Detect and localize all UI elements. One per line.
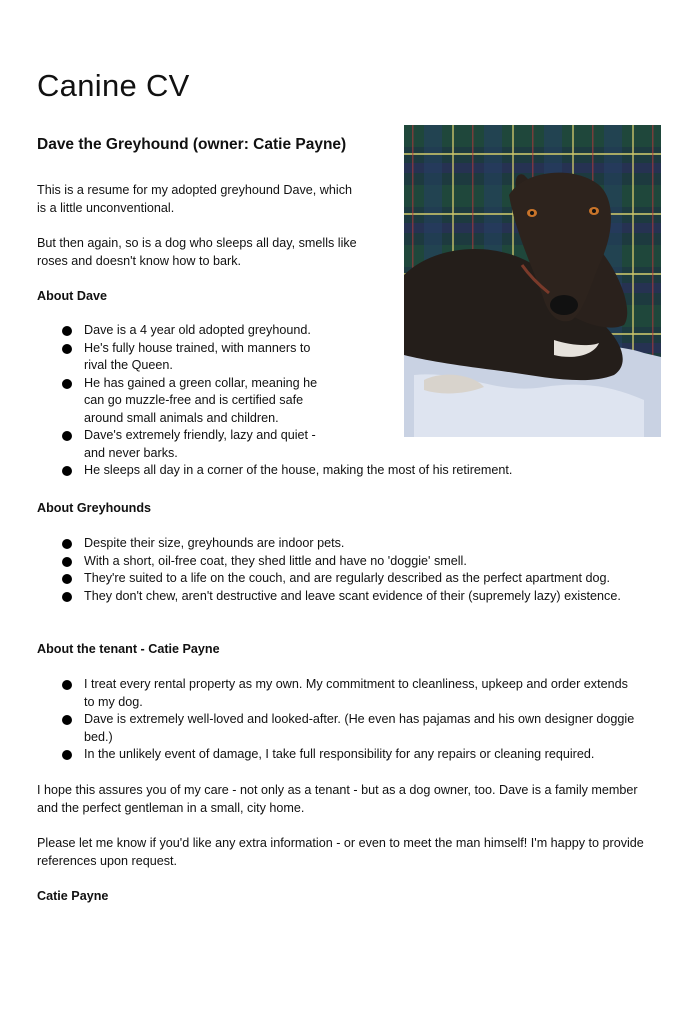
bullet-icon bbox=[62, 379, 72, 389]
bullet-icon bbox=[62, 431, 72, 441]
bullet-icon bbox=[62, 592, 72, 602]
bullet-icon bbox=[62, 344, 72, 354]
closing-paragraph-1: I hope this assures you of my care - not only as a tenant - but as a dog owner, too. Dave is a family member and the perfect gentleman in a small, city home. bbox=[37, 783, 638, 815]
about-tenant-heading: About the tenant - Catie Payne bbox=[37, 642, 220, 656]
list-item: Dave is extremely well-loved and looked-after. (He even has pajamas and his own designer doggie bed.) bbox=[37, 711, 637, 746]
list-item: I treat every rental property as my own. My commitment to cleanliness, upkeep and order extends to my dog. bbox=[37, 676, 637, 711]
bullet-icon bbox=[62, 326, 72, 336]
list-item: He has gained a green collar, meaning he can go muzzle-free and is certified safe around small animals and children. bbox=[37, 375, 324, 428]
list-item: In the unlikely event of damage, I take full responsibility for any repairs or cleaning required. bbox=[37, 746, 637, 764]
document-subtitle: Dave the Greyhound (owner: Catie Payne) bbox=[37, 136, 347, 153]
bullet-icon bbox=[62, 557, 72, 567]
about-greyhounds-list bbox=[37, 535, 657, 605]
bullet-icon bbox=[62, 715, 72, 725]
list-item: He's fully house trained, with manners to rival the Queen. bbox=[37, 340, 324, 375]
signature: Catie Payne bbox=[37, 889, 109, 903]
bullet-icon bbox=[62, 539, 72, 549]
about-dave-heading: About Dave bbox=[37, 289, 107, 303]
bullet-icon bbox=[62, 680, 72, 690]
about-greyhounds-heading: About Greyhounds bbox=[37, 501, 152, 515]
closing-paragraph-2: Please let me know if you'd like any extra information - or even to meet the man himself! I'm happy to provide references upon request. bbox=[37, 836, 644, 868]
list-item: Despite their size, greyhounds are indoor pets. bbox=[37, 535, 657, 553]
list-item: He sleeps all day in a corner of the house, making the most of his retirement. bbox=[37, 462, 647, 480]
list-item: Dave's extremely friendly, lazy and quiet - and never barks. bbox=[37, 427, 334, 462]
about-dave-list bbox=[37, 322, 647, 480]
intro-paragraph-1: This is a resume for my adopted greyhound Dave, which is a little unconventional. bbox=[37, 183, 352, 215]
intro-paragraph-2: But then again, so is a dog who sleeps all day, smells like roses and doesn't know how to bark. bbox=[37, 236, 357, 268]
bullet-icon bbox=[62, 750, 72, 760]
list-item: With a short, oil-free coat, they shed little and have no 'doggie' smell. bbox=[37, 553, 657, 571]
about-tenant-list bbox=[37, 676, 637, 764]
page-title: Canine CV bbox=[37, 68, 190, 103]
list-item: They're suited to a life on the couch, and are regularly described as the perfect apartment dog. bbox=[37, 570, 657, 588]
list-item: Dave is a 4 year old adopted greyhound. bbox=[37, 322, 324, 340]
bullet-icon bbox=[62, 466, 72, 476]
list-item: They don't chew, aren't destructive and leave scant evidence of their (supremely lazy) existence. bbox=[37, 588, 644, 606]
bullet-icon bbox=[62, 574, 72, 584]
